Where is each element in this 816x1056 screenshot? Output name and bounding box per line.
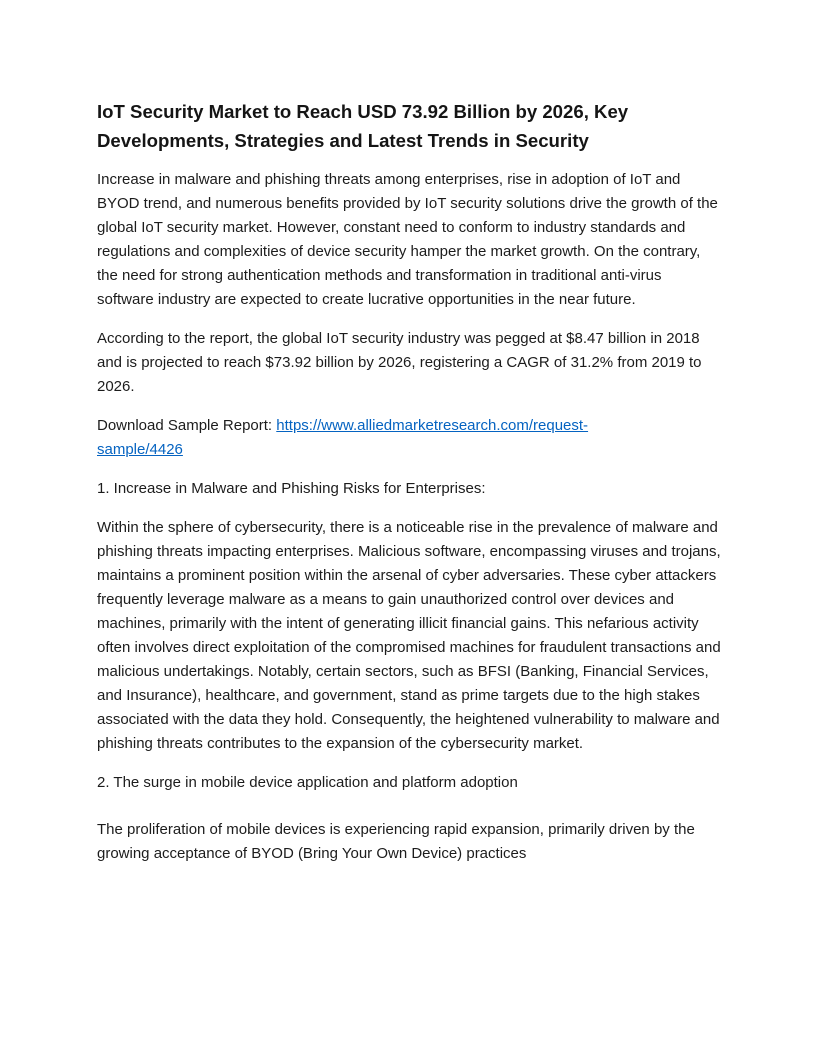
paragraph-intro: Increase in malware and phishing threats among enterprises, rise in adoption of IoT and BYOD trend, and numerous benefits provided by IoT security solutions drive the growth of the global IoT security market. However, constant need to conform to industry standards and regulations and complexities of device security hamper the market growth. On the contrary, the need for strong authentication methods and transformation in traditional anti-virus software industry are expected to create lucrative opportunities in the near future. — [97, 171, 718, 308]
section-2-body: The proliferation of mobile devices is experiencing rapid expansion, primarily driven by the growing acceptance of BYOD (Bring Your Own Device) practices — [97, 821, 695, 862]
section-1-body: Within the sphere of cybersecurity, there is a noticeable rise in the prevalence of malware and phishing threats impacting enterprises. Malicious software, encompassing viruses and trojans, maintains a prominent position within the arsenal of cyber adversaries. These cyber attackers frequently leverage malware as a means to gain unauthorized control over devices and machines, primarily with the intent of generating illicit financial gains. This nefarious activity often involves direct exploitation of the compromised machines for fraudulent transactions and malicious undertakings. Notably, certain sectors, such as BFSI (Banking, Financial Services, and Insurance), healthcare, and government, stand as prime targets due to the high stakes associated with the data they hold. Consequently, the heightened vulnerability to malware and phishing threats contributes to the expansion of the cybersecurity market. — [97, 519, 721, 752]
download-label: Download Sample Report: — [97, 417, 277, 434]
section-1-heading: 1. Increase in Malware and Phishing Risks for Enterprises: — [97, 480, 486, 497]
paragraph-download — [97, 414, 663, 462]
sample-report-link[interactable]: https://www.alliedmarketresearch.com/request-sample/4426 — [97, 417, 589, 458]
paragraph-report-stats: According to the report, the global IoT security industry was pegged at $8.47 billion in 2018 and is projected to reach $73.92 billion by 2026, registering a CAGR of 31.2% from 2019 to 2026. — [97, 330, 702, 395]
section-2-heading: 2. The surge in mobile device application and platform adoption — [97, 774, 518, 791]
document-title: IoT Security Market to Reach USD 73.92 Billion by 2026, Key Developments, Strategies and Latest Trends in Security — [97, 101, 629, 151]
